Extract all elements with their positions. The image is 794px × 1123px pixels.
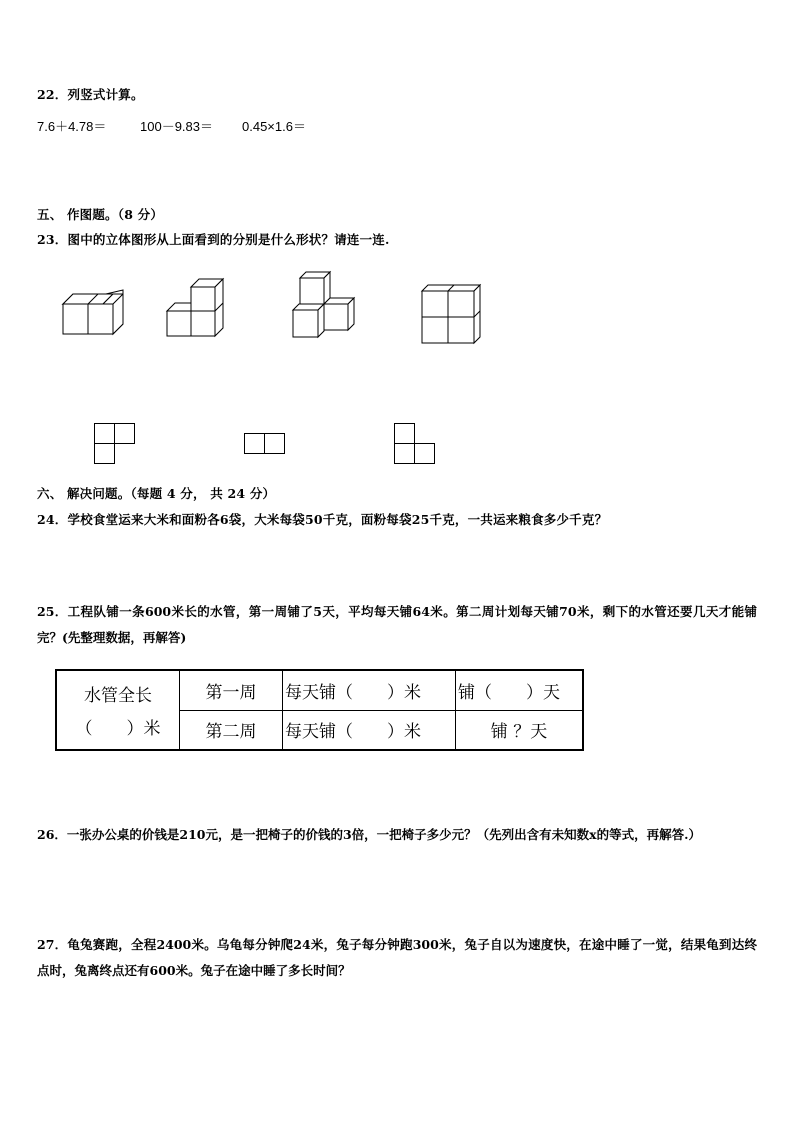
week2-days: 铺 ？天 — [456, 710, 584, 750]
q27-text: 27．龟兔赛跑，全程2400米。乌龟每分钟爬24米，兔子每分钟跑300米，兔子自以为速度快，在途中睡了一觉，结果龟到达终点时，兔离终点还有600米。兔子在途中睡了多长时间？ — [37, 937, 757, 978]
q23-title: 23．图中的立体图形从上面看到的分别是什么形状？请连一连. — [37, 232, 390, 247]
section6-title: 六、 解决问题。（每题 4 分， 共 24 分） — [37, 486, 276, 501]
week2-daily: 每天铺（ ）米 — [283, 710, 456, 750]
total-length-label: 水管全长 — [56, 670, 180, 710]
week1-daily: 每天铺（ ）米 — [283, 670, 456, 710]
top-view-1 — [94, 423, 136, 465]
pipe-data-table — [55, 669, 584, 751]
week1-label: 第一周 — [180, 670, 283, 710]
solid-figure-1 — [60, 290, 130, 335]
q25-text: 25．工程队铺一条600米长的水管，第一周铺了5天，平均每天铺64米。第二周计划每天铺70米，剩下的水管还要几天才能铺完？(先整理数据，再解答) — [37, 604, 757, 645]
top-view-3 — [394, 423, 436, 465]
solid-figure-3 — [292, 272, 362, 342]
week2-label: 第二周 — [180, 710, 283, 750]
solid-figure-4 — [420, 284, 485, 346]
total-length-blank: （ ）米 — [56, 710, 180, 750]
q22-title: 22．列竖式计算。 — [37, 87, 144, 102]
q24-text: 24．学校食堂运来大米和面粉各6袋，大米每袋50千克，面粉每袋25千克，一共运来粮食多少千克？ — [37, 512, 608, 527]
calc-item-1: 7.6＋4.78＝ — [37, 119, 107, 134]
section5-title: 五、 作图题。（8 分） — [37, 207, 164, 222]
calc-item-3: 0.45×1.6＝ — [242, 119, 306, 134]
top-view-2 — [244, 433, 286, 455]
q26-text: 26．一张办公桌的价钱是210元，是一把椅子的价钱的3倍，一把椅子多少元？（先列出含有未知数x的等式，再解答.） — [37, 827, 701, 842]
week1-days: 铺（ ）天 — [456, 670, 584, 710]
solid-figure-2 — [165, 277, 235, 339]
calc-item-2: 100－9.83＝ — [140, 119, 213, 134]
